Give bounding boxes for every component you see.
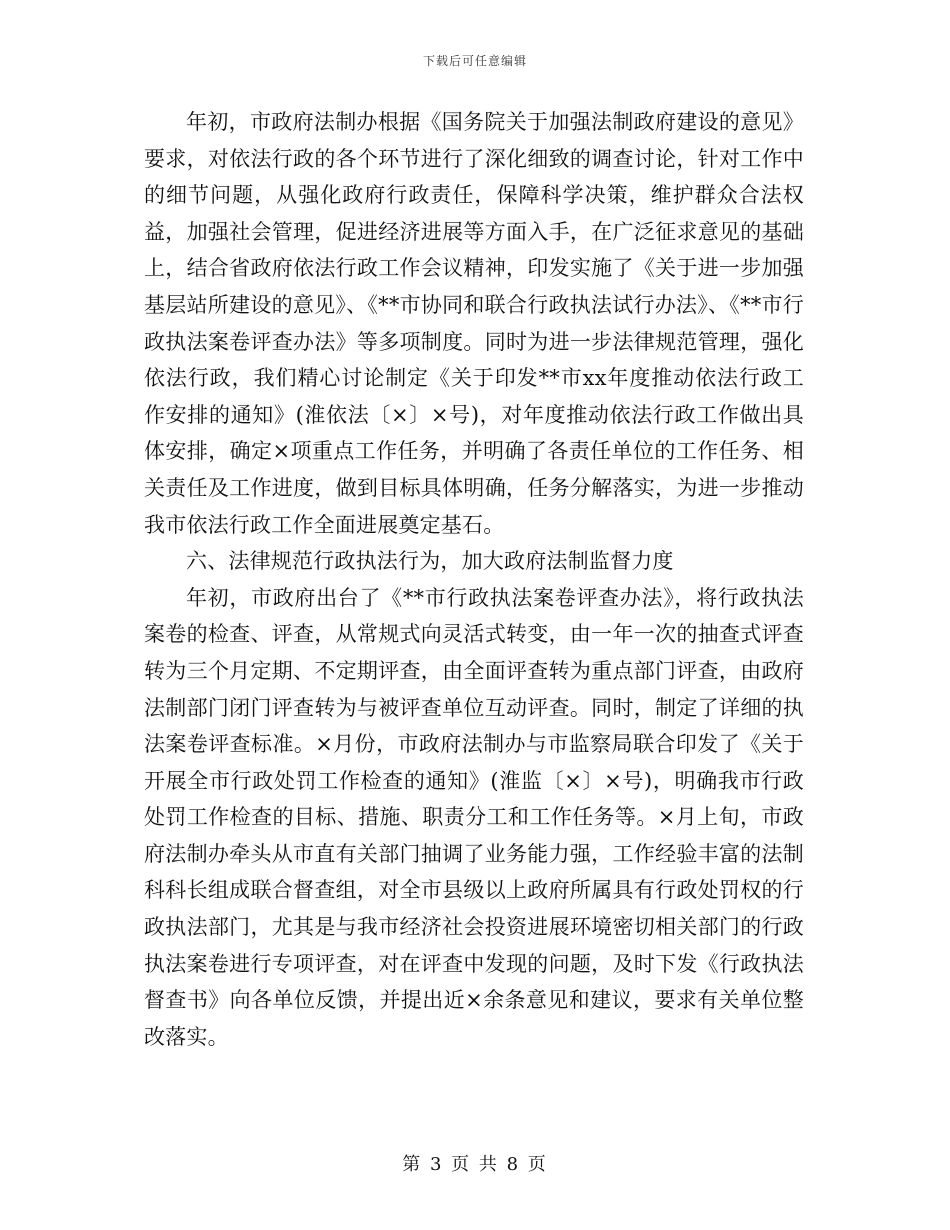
page-number: 第 3 页 共 8 页: [402, 1154, 548, 1175]
section-heading: 六、法律规范行政执法行为，加大政府法制监督力度: [186, 549, 674, 574]
paragraph-case-review: 年初，市政府出台了《**市行政执法案卷评查办法》，将行政执法案卷的检查、评查，从常规式向灵活式转变，由一年一次的抽查式评查转为三个月定期、不定期评查，由全面评查转为重点部门评查，由政府法制部门闭门评查转为与被评查单位互动评查。同时，制定了详细的执法案卷评查标准。×月份，市政府法制办与市监察局联合印发了《关于开展全市行政处罚工作检查的通知》(淮监〔×〕×号)，明确我市行政处罚工作检查的目标、措施、职责分工和工作任务等。×月上旬，市政府法制办牵头从市直有关部门抽调了业务能力强，工作经验丰富的法制科科长组成联合督查组，对全市县级以上政府所属具有行政处罚权的行政执法部门，尤其是与我市经济社会投资进展环境密切相关部门的行政执法案卷进行专项评查，对在评查中发现的问题，及时下发《行政执法督查书》向各单位反馈，并提出近×余条意见和建议，要求有关单位整改落实。: [144, 585, 804, 1049]
paragraph-regulations: 年初，市政府法制办根据《国务院关于加强法制政府建设的意见》要求，对依法行政的各个环节进行了深化细致的调查讨论，针对工作中的细节问题，从强化政府行政责任，保障科学决策，维护群众合法权益，加强社会管理，促进经济进展等方面入手，在广泛征求意见的基础上，结合省政府依法行政工作会议精神，印发实施了《关于进一步加强基层站所建设的意见》、《**市协同和联合行政执法试行办法》、《**市行政执法案卷评查办法》等多项制度。同时为进一步法律规范管理，强化依法行政，我们精心讨论制定《关于印发**市xx年度推动依法行政工作安排的通知》(淮依法〔×〕×号)，对年度推动依法行政工作做出具体安排，确定×项重点工作任务，并明确了各责任单位的工作任务、相关责任及工作进度，做到目标具体明确，任务分解落实，为进一步推动我市依法行政工作全面进展奠定基石。: [144, 110, 804, 537]
document-body: [144, 104, 804, 1055]
page-header: 下载后可任意编辑: [422, 54, 527, 68]
